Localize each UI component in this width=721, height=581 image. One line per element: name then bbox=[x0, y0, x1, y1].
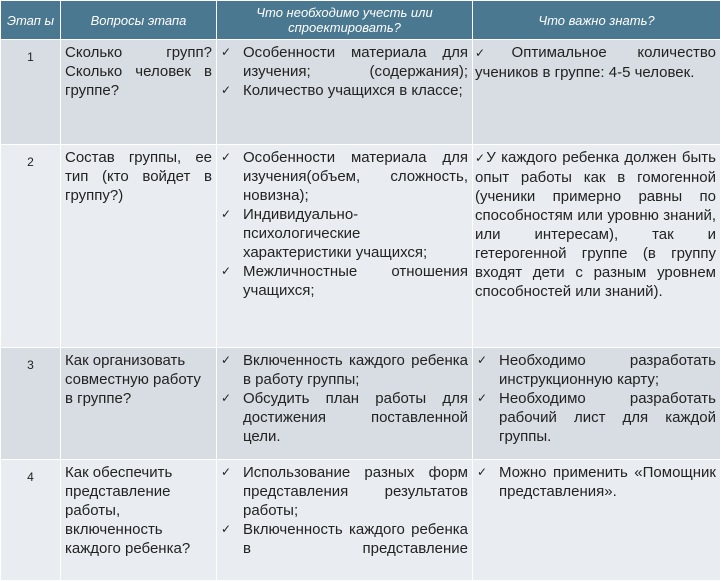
question-cell bbox=[61, 145, 217, 348]
consider-item: Количество учащихся в классе; bbox=[243, 82, 463, 99]
check-icon: ✓ bbox=[221, 522, 232, 536]
know-cell bbox=[473, 40, 721, 145]
table-row bbox=[1, 348, 721, 460]
consider-item: Индивидуально-психологические характеристики учащихся; bbox=[243, 206, 428, 261]
check-icon: ✓ bbox=[221, 353, 232, 367]
consider-item: Включенность каждого ребенка в работу группы; bbox=[243, 352, 468, 388]
stage-number: 1 bbox=[1, 40, 61, 145]
header-consider: Что необходимо учесть или спроектировать? bbox=[217, 1, 473, 40]
check-icon: ✓ bbox=[221, 264, 232, 278]
consider-cell bbox=[217, 348, 473, 460]
question-text: Состав группы, ее тип (кто войдет в группу?) bbox=[65, 149, 212, 204]
stage-number: 4 bbox=[1, 460, 61, 581]
check-icon: ✓ bbox=[475, 46, 512, 60]
check-icon: ✓ bbox=[221, 391, 232, 405]
consider-cell bbox=[217, 460, 473, 581]
consider-cell bbox=[217, 40, 473, 145]
stage-number: 3 bbox=[1, 348, 61, 460]
header-know: Что важно знать? bbox=[473, 1, 721, 40]
know-item: Необходимо разработать инструкционную карту; bbox=[499, 352, 716, 388]
know-text: Оптимальное количество учеников в группе: 4-5 человек. bbox=[475, 44, 716, 81]
header-questions: Вопросы этапа bbox=[61, 1, 217, 40]
consider-item: Обсудить план работы для достижения поставленной цели. bbox=[243, 390, 468, 445]
check-icon: ✓ bbox=[221, 45, 232, 59]
consider-item: Использование разных форм представления результатов работы; bbox=[243, 464, 468, 519]
check-icon: ✓ bbox=[477, 353, 488, 367]
know-item: Необходимо разработать рабочий лист для каждой группы. bbox=[499, 390, 716, 445]
check-icon: ✓ bbox=[221, 465, 232, 479]
check-icon: ✓ bbox=[477, 465, 488, 479]
table-row bbox=[1, 40, 721, 145]
know-cell bbox=[473, 145, 721, 348]
consider-item: Межличностные отношения учащихся; bbox=[243, 263, 468, 299]
question-text: Сколько групп? Сколько человек в группе? bbox=[65, 44, 212, 99]
question-cell bbox=[61, 40, 217, 145]
consider-item: Особенности материала для изучения(объем, сложность, новизна); bbox=[243, 149, 468, 204]
question-cell bbox=[61, 460, 217, 581]
table-row bbox=[1, 460, 721, 581]
header-row bbox=[1, 1, 721, 40]
check-icon: ✓ bbox=[221, 207, 232, 221]
check-icon: ✓ bbox=[221, 83, 232, 97]
consider-cell bbox=[217, 145, 473, 348]
know-text: У каждого ребенка должен быть опыт работы как в гомогенной (ученики примерно равны по способностям или уровню знаний, или интересам), так и гетерогенной группе (в группу входят дети с разным уровнем способностей или знаний). bbox=[475, 149, 716, 300]
header-stage: Этап ы bbox=[1, 1, 61, 40]
question-text: Как обеспечить представление работы, включенность каждого ребенка? bbox=[65, 464, 191, 557]
know-item: Можно применить «Помощник представления». bbox=[499, 464, 716, 500]
check-icon: ✓ bbox=[475, 151, 487, 165]
stage-number: 2 bbox=[1, 145, 61, 348]
table-row bbox=[1, 145, 721, 348]
know-cell bbox=[473, 460, 721, 581]
check-icon: ✓ bbox=[477, 391, 488, 405]
question-cell bbox=[61, 348, 217, 460]
consider-item: Включенность каждого ребенка в представление bbox=[243, 521, 468, 557]
know-cell bbox=[473, 348, 721, 460]
check-icon: ✓ bbox=[221, 150, 232, 164]
consider-item: Особенности материала для изучения; (содержания); bbox=[243, 44, 468, 80]
question-text: Как организовать совместную работу в группе? bbox=[65, 352, 201, 407]
